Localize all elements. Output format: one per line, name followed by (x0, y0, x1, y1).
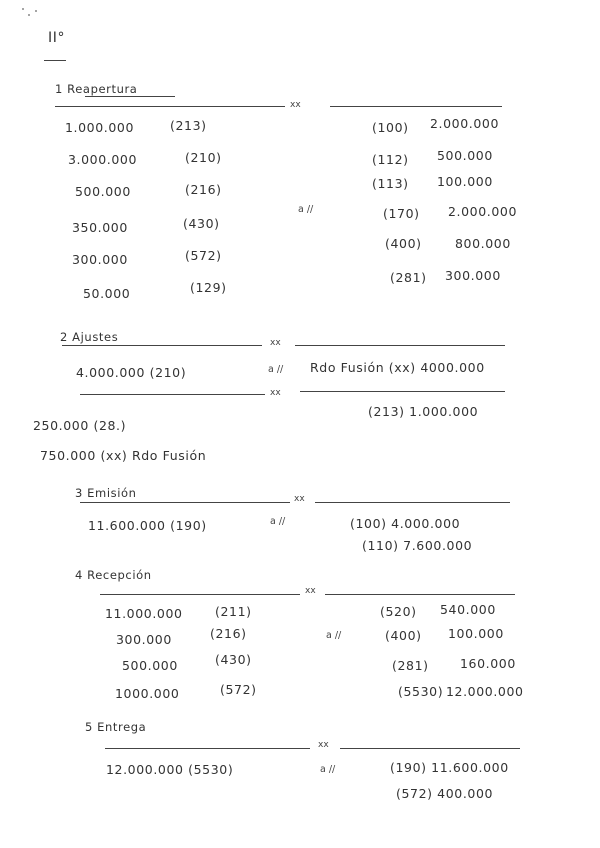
s4-right-amount-1: 540.000 (440, 602, 496, 617)
au-mark-4: a // (326, 630, 342, 641)
s4-left-amount-1: 11.000.000 (105, 606, 183, 621)
xx-mark-1: xx (290, 100, 301, 110)
s1-left-amount-6: 50.000 (83, 286, 131, 301)
xx-mark-6: xx (318, 740, 329, 750)
s1-right-amount-3: 100.000 (437, 174, 493, 189)
s4-right-acct-3: (281) (392, 658, 429, 673)
s1-right-acct-1: (100) (372, 120, 409, 135)
au-mark-1: a // (298, 204, 314, 215)
s1-right-amount-2: 500.000 (437, 148, 493, 163)
xx-mark-4: xx (294, 494, 305, 504)
s1-right-amount-4: 2.000.000 (448, 204, 518, 219)
s2-line1-left: 4.000.000 (210) (76, 365, 187, 380)
xx-mark-2: xx (270, 338, 281, 348)
au-mark-3: a // (270, 516, 286, 527)
section-2-title: 2 Ajustes (60, 330, 119, 344)
s1-left-amount-3: 500.000 (75, 184, 131, 199)
s1-left-amount-2: 3.000.000 (68, 152, 138, 167)
s1-right-amount-1: 2.000.000 (430, 116, 500, 131)
s4-right-amount-2: 100.000 (448, 626, 504, 641)
s1-left-acct-1: (213) (170, 118, 207, 133)
section-1-title: 1 Reapertura (55, 82, 138, 96)
s1-right-acct-4: (170) (383, 206, 420, 221)
s4-right-acct-4: (5530) (398, 684, 444, 699)
s4-left-acct-2: (216) (210, 626, 247, 641)
s1-left-amount-1: 1.000.000 (65, 120, 135, 135)
section-4-title: 4 Recepción (75, 568, 152, 582)
s1-left-acct-4: (430) (183, 216, 220, 231)
section-3-title: 3 Emisión (75, 486, 137, 500)
s3-left: 11.600.000 (190) (88, 518, 207, 533)
s1-right-acct-6: (281) (390, 270, 427, 285)
au-mark-2: a // (268, 364, 284, 375)
s4-left-amount-3: 500.000 (122, 658, 178, 673)
s1-right-acct-2: (112) (372, 152, 409, 167)
au-mark-5: a // (320, 764, 336, 775)
s3-right-2: (110) 7.600.000 (362, 538, 473, 553)
s2-line1-right: Rdo Fusión (xx) 4000.000 (310, 360, 485, 375)
s4-right-amount-3: 160.000 (460, 656, 516, 671)
s1-right-amount-5: 800.000 (455, 236, 511, 251)
s4-left-acct-1: (211) (215, 604, 252, 619)
xx-mark-3: xx (270, 388, 281, 398)
s1-left-acct-3: (216) (185, 182, 222, 197)
s1-right-acct-3: (113) (372, 176, 409, 191)
s4-left-amount-4: 1000.000 (115, 686, 180, 701)
section-5-title: 5 Entrega (85, 720, 147, 734)
s4-right-acct-1: (520) (380, 604, 417, 619)
s1-left-acct-2: (210) (185, 150, 222, 165)
s1-left-amount-4: 350.000 (72, 220, 128, 235)
s1-left-acct-6: (129) (190, 280, 227, 295)
s4-right-amount-4: 12.000.000 (446, 684, 524, 699)
header-mark: II° (48, 30, 66, 46)
s4-left-acct-3: (430) (215, 652, 252, 667)
s5-right-1: (190) 11.600.000 (390, 760, 509, 775)
s5-left: 12.000.000 (5530) (106, 762, 234, 777)
s1-right-acct-5: (400) (385, 236, 422, 251)
s3-right-1: (100) 4.000.000 (350, 516, 461, 531)
s1-left-acct-5: (572) (185, 248, 222, 263)
s2-line4: 750.000 (xx) Rdo Fusión (40, 448, 207, 463)
s1-left-amount-5: 300.000 (72, 252, 128, 267)
s4-left-acct-4: (572) (220, 682, 257, 697)
s2-line3: 250.000 (28.) (33, 418, 127, 433)
s5-right-2: (572) 400.000 (396, 786, 494, 801)
s1-right-amount-6: 300.000 (445, 268, 501, 283)
s2-line2-right: (213) 1.000.000 (368, 404, 479, 419)
s4-right-acct-2: (400) (385, 628, 422, 643)
xx-mark-5: xx (305, 586, 316, 596)
s4-left-amount-2: 300.000 (116, 632, 172, 647)
